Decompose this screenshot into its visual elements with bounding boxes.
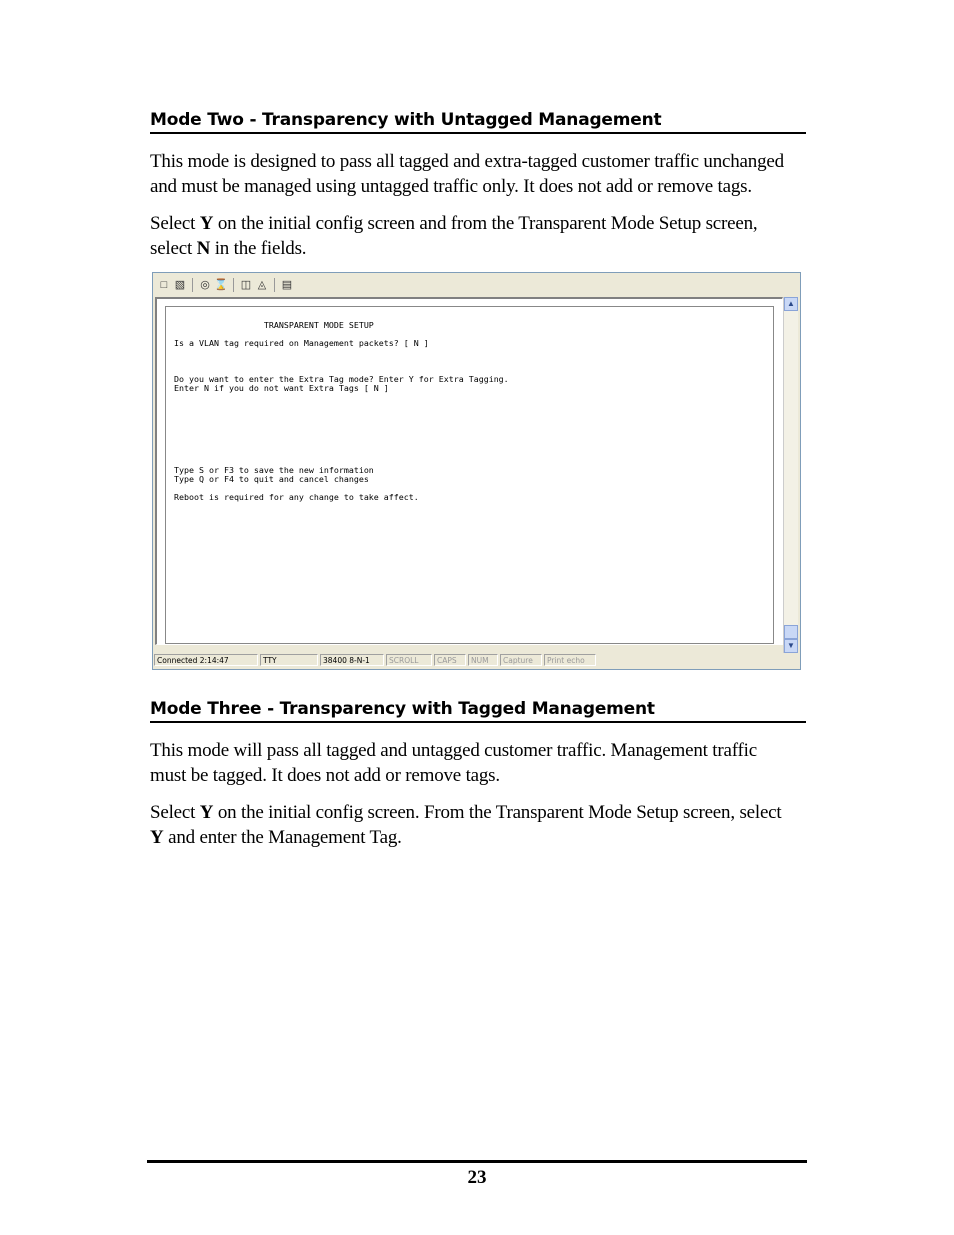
text-line: Y and enter the Management Tag. <box>150 827 402 848</box>
section-heading-mode-two: Mode Two - Transparency with Untagged Management <box>150 110 806 134</box>
status-caps: CAPS <box>434 654 466 666</box>
text-line: Select Y on the initial config screen. From the Transparent Mode Setup screen, select <box>150 802 782 823</box>
terminal-toolbar <box>157 276 294 294</box>
mode-three-description <box>150 738 810 788</box>
mode-two-instructions <box>150 211 810 261</box>
status-scroll: SCROLL <box>386 654 432 666</box>
text-line: and must be managed using untagged traffic only. It does not add or remove tags. <box>150 176 752 197</box>
terminal-line: Reboot is required for any change to take affect. <box>174 492 419 502</box>
terminal-window-screenshot <box>152 272 801 670</box>
open-folder-icon[interactable]: ▧ <box>174 279 186 291</box>
terminal-line: Do you want to enter the Extra Tag mode? Enter Y for Extra Tagging. <box>174 374 509 384</box>
text-line: This mode is designed to pass all tagged and extra-tagged customer traffic unchanged <box>150 151 784 172</box>
scroll-up-icon[interactable]: ▲ <box>784 297 798 311</box>
scrollbar-thumb[interactable] <box>784 625 798 639</box>
section-heading-mode-three: Mode Three - Transparency with Tagged Management <box>150 699 806 723</box>
status-emulation: TTY <box>260 654 318 666</box>
terminal-screen-frame <box>155 297 783 645</box>
mode-three-instructions <box>150 800 810 850</box>
toolbar-divider <box>192 278 193 292</box>
properties-icon[interactable]: ▤ <box>281 279 293 291</box>
terminal-line: TRANSPARENT MODE SETUP <box>174 320 374 330</box>
terminal-line: Type Q or F4 to quit and cancel changes <box>174 474 369 484</box>
receive-file-icon[interactable]: ◬ <box>257 279 267 291</box>
text-line: This mode will pass all tagged and untagged customer traffic. Management traffic <box>150 740 757 761</box>
status-capture: Capture <box>500 654 542 666</box>
status-num: NUM <box>468 654 498 666</box>
send-file-icon[interactable]: ◫ <box>240 279 252 291</box>
vertical-scrollbar[interactable] <box>783 297 798 653</box>
disconnect-icon[interactable]: ⌛ <box>214 279 228 291</box>
terminal-line: Type S or F3 to save the new information <box>174 465 374 475</box>
status-connected: Connected 2:14:47 <box>154 654 258 666</box>
status-print-echo: Print echo <box>544 654 596 666</box>
connect-icon[interactable]: ◎ <box>200 279 210 291</box>
terminal-line: Enter N if you do not want Extra Tags [ N ] <box>174 383 389 393</box>
toolbar-divider <box>233 278 234 292</box>
status-settings: 38400 8-N-1 <box>320 654 384 666</box>
footer-rule <box>147 1160 807 1163</box>
terminal-screen[interactable] <box>165 306 774 644</box>
text-line: must be tagged. It does not add or remove tags. <box>150 765 500 786</box>
text-line: Select Y on the initial config screen and from the Transparent Mode Setup screen, <box>150 213 758 234</box>
text-line: select N in the fields. <box>150 238 307 259</box>
terminal-line: Is a VLAN tag required on Management packets? [ N ] <box>174 338 429 348</box>
terminal-status-bar <box>154 654 598 668</box>
scroll-down-icon[interactable]: ▼ <box>784 639 798 653</box>
toolbar-divider <box>274 278 275 292</box>
mode-two-description <box>150 149 810 199</box>
page-number: 23 <box>467 1167 487 1188</box>
new-file-icon[interactable]: □ <box>160 279 168 291</box>
